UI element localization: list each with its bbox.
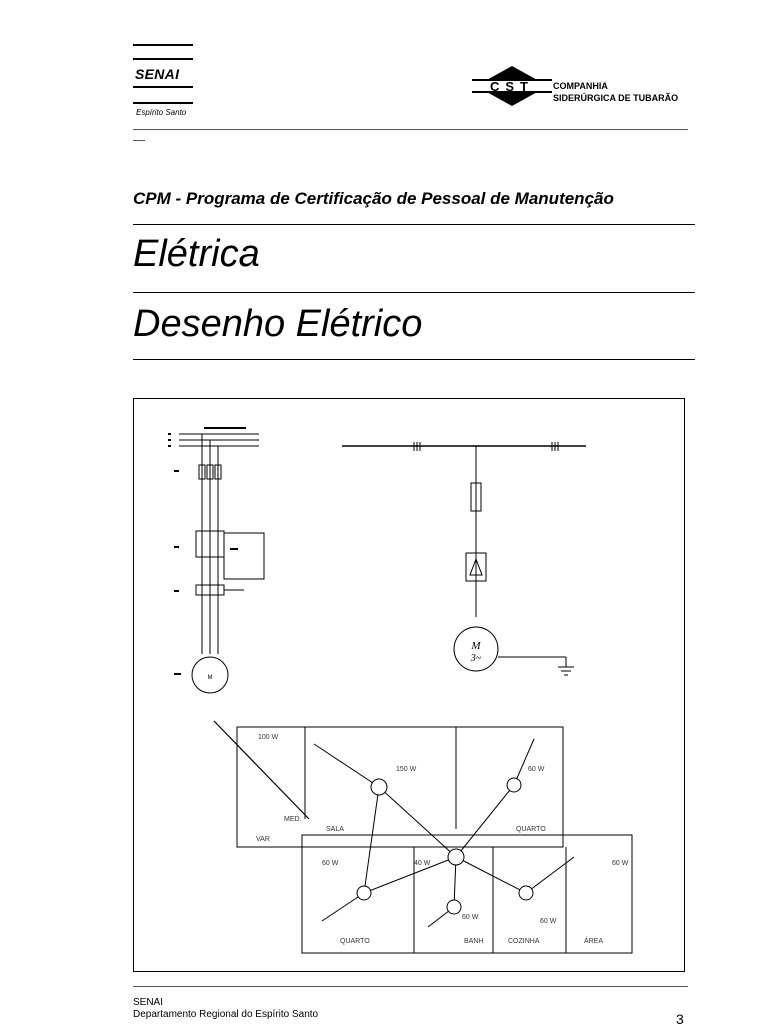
multifilar-motor-label: M <box>207 675 213 681</box>
label-lamp-60-a: 60 W <box>528 766 545 773</box>
label-room-var: VAR <box>256 836 270 843</box>
label-room-banh: BANH <box>464 938 484 945</box>
program-title: CPM - Programa de Certificação de Pessoal de Manutenção <box>133 189 614 208</box>
page-subtitle: Desenho Elétrico <box>133 303 423 345</box>
senai-logo-subtitle: Espírito Santo <box>136 108 187 117</box>
senai-logo-text: SENAI <box>135 66 180 82</box>
electrical-drawings-figure <box>133 398 685 972</box>
header-dash <box>133 140 145 141</box>
company-name <box>553 80 678 104</box>
footer-organization <box>133 997 318 1021</box>
header-divider <box>133 129 688 130</box>
label-lamp-40: 40 W <box>414 860 431 867</box>
label-lamp-60-b: 60 W <box>322 860 339 867</box>
multifilar-diagram <box>179 434 264 693</box>
unifilar-diagram <box>342 442 586 675</box>
floor-plan <box>214 721 632 953</box>
label-lamp-60-e: 60 W <box>612 860 629 867</box>
senai-logo <box>133 44 193 120</box>
footer-org-name: SENAI <box>133 997 164 1008</box>
label-room-med: MED. <box>284 816 302 823</box>
multifilar-markings <box>168 427 246 675</box>
unifilar-motor-sub-label: 3~ <box>470 653 482 664</box>
page-title: Elétrica <box>133 233 260 275</box>
label-lamp-60-d: 60 W <box>540 918 557 925</box>
title-rule-bottom <box>133 359 695 360</box>
title-rule-top <box>133 224 695 225</box>
label-room-cozinha: COZINHA <box>508 938 540 945</box>
footer-org-department: Departamento Regional do Espírito Santo <box>133 1009 319 1020</box>
page-number: 3 <box>676 1011 684 1027</box>
label-lamp-150: 150 W <box>396 766 417 773</box>
label-room-sala: SALA <box>326 826 344 833</box>
unifilar-motor-label: M <box>471 640 481 652</box>
company-name-line1: COMPANHIA <box>553 81 608 91</box>
label-room-area: ÁREA <box>584 938 604 945</box>
footer-divider <box>133 986 688 987</box>
label-room-quarto-2: QUARTO <box>340 938 370 945</box>
title-rule-middle <box>133 292 695 293</box>
company-name-line2: SIDERÚRGICA DE TUBARÃO <box>553 93 679 103</box>
cst-logo-text: CST <box>490 79 534 94</box>
label-lamp-60-c: 60 W <box>462 914 479 921</box>
cst-logo <box>472 64 552 110</box>
label-lamp-100: 100 W <box>258 734 279 741</box>
label-room-quarto-1: QUARTO <box>516 826 546 833</box>
